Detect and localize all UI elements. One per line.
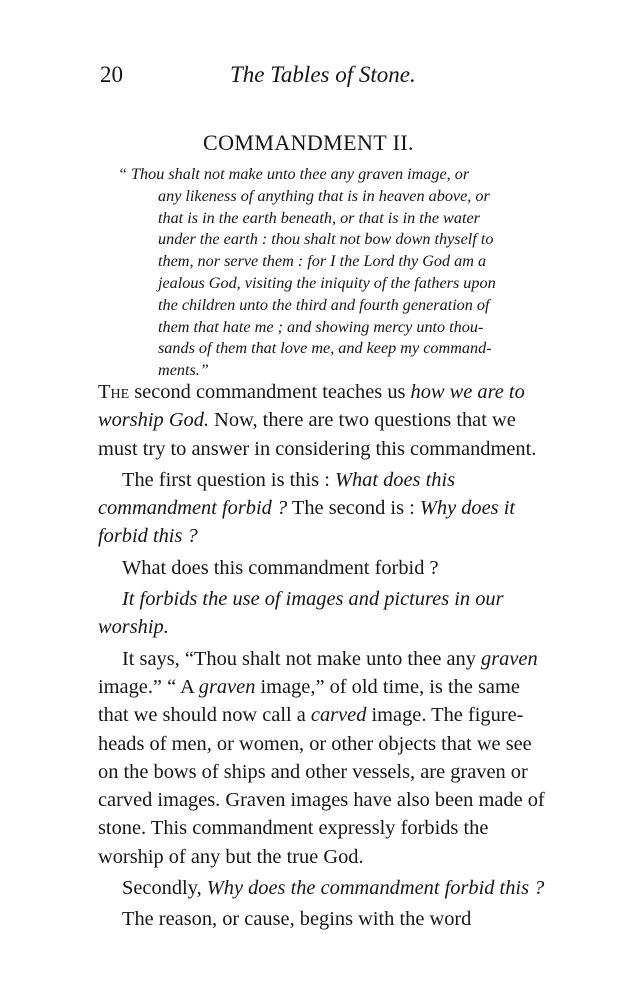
italic-run: how we are to worship God. <box>98 381 525 432</box>
italic-run: Why does the commandment forbid this ? <box>206 877 545 900</box>
paragraph <box>98 585 550 642</box>
epigraph-line: sands of them that love me, and keep my command- <box>158 339 492 358</box>
epigraph-line: the children unto the third and fourth generation of <box>158 295 490 314</box>
italic-run: Why does it forbid this ? <box>98 497 516 548</box>
epigraph-line: ments.” <box>158 361 209 380</box>
text-run: The first question is this : <box>122 468 335 491</box>
drop-word: The <box>98 381 130 403</box>
running-title: The Tables of Stone. <box>230 62 416 87</box>
italic-run: What does this commandment forbid ? <box>98 468 456 520</box>
text-run: What does this commandment forbid ? <box>122 556 439 579</box>
text-run: image,” of old time, is the same that we should now call a <box>98 675 520 727</box>
scripture-epigraph <box>118 164 550 382</box>
paragraph <box>98 554 550 582</box>
epigraph-line: any likeness of anything that is in heaven above, or <box>158 186 490 205</box>
text-run: second commandment teaches us <box>129 381 411 403</box>
text-run: image.” “ A <box>98 675 199 698</box>
epigraph-line: “ Thou shalt not make unto thee any graven image, or <box>118 165 470 183</box>
section-heading: COMMANDMENT II. <box>203 130 414 155</box>
body-text <box>98 378 550 934</box>
text-run: Now, there are two questions that we must try to answer in considering this commandment. <box>98 409 537 460</box>
epigraph-line: jealous God, visiting the iniquity of the fathers upon <box>158 273 496 292</box>
epigraph-line: that is in the earth beneath, or that is in the water <box>158 208 480 227</box>
text-run: It says, “Thou shalt not make unto thee any <box>122 647 482 670</box>
italic-run: graven <box>481 647 538 670</box>
epigraph-line: under the earth : thou shalt not bow down thyself to <box>158 230 494 249</box>
italic-run: It forbids the use of images and pictures in our worship. <box>98 588 504 639</box>
paragraph <box>98 378 550 463</box>
text-run: The second is : <box>287 497 420 520</box>
italic-run: carved <box>310 704 367 727</box>
text-run: image. The figure-heads of men, or women, or other objects that we see on the bows of ships and other vessels, are graven or carved images. Graven images have also been made of stone. This commandment expressly forbids the worship of any but the true God. <box>98 704 545 868</box>
paragraph <box>98 874 550 902</box>
italic-run: graven <box>198 675 256 698</box>
paragraph <box>98 645 550 871</box>
paragraph <box>98 466 550 551</box>
text-run: The reason, or cause, begins with the word <box>122 908 472 931</box>
epigraph-line: them, nor serve them : for I the Lord thy God am a <box>158 252 487 271</box>
text-run: Secondly, <box>122 877 207 900</box>
paragraph <box>98 905 550 933</box>
running-header <box>100 58 548 92</box>
epigraph-line: them that hate me ; and showing mercy unto thou- <box>158 317 484 336</box>
page-number: 20 <box>100 62 123 87</box>
